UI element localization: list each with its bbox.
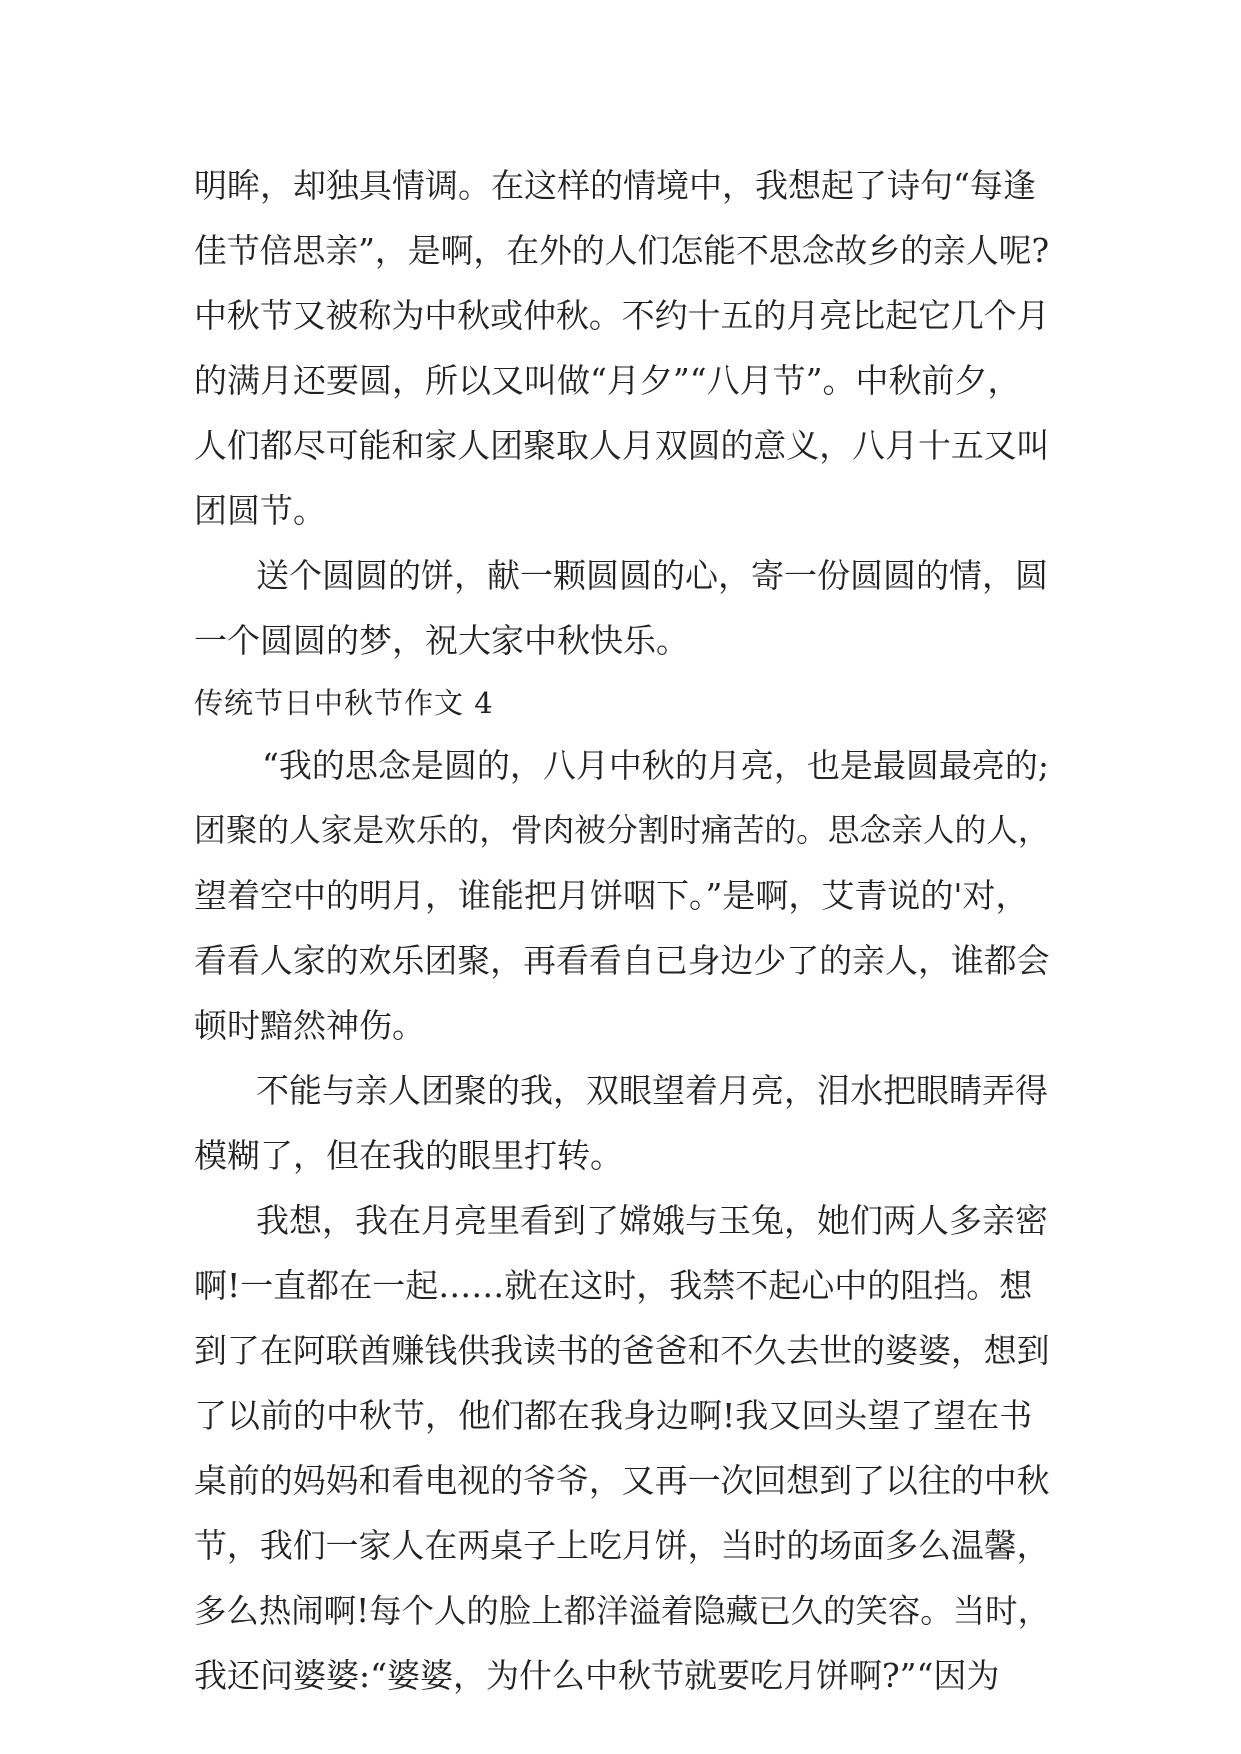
text-line: 一个圆圆的梦，祝大家中秋快乐。 <box>194 621 689 660</box>
section-heading: 传统节日中秋节作文 4 <box>194 686 494 720</box>
text-line: 中秋节又被称为中秋或仲秋。不约十五的月亮比起它几个月 <box>194 296 1050 335</box>
text-line: 节，我们一家人在两桌子上吃月饼，当时的场面多么温馨， <box>194 1526 1050 1565</box>
text-line: 看看人家的欢乐团聚，再看看自已身边少了的亲人，谁都会 <box>194 941 1050 980</box>
text-line: 我还问婆婆:“婆婆，为什么中秋节就要吃月饼啊?”“因为 <box>194 1656 1000 1695</box>
paragraph-first-line: 送个圆圆的饼，献一颗圆圆的心，寄一份圆圆的情，圆 <box>256 556 1048 595</box>
text-line: 的满月还要圆，所以又叫做“月夕”“八月节”。中秋前夕， <box>194 361 1021 400</box>
text-line: 桌前的妈妈和看电视的爷爷，又再一次回想到了以往的中秋 <box>194 1461 1050 1500</box>
paragraph-first-line: 不能与亲人团聚的我，双眼望着月亮，泪水把眼睛弄得 <box>256 1071 1048 1110</box>
text-line: 多么热闹啊!每个人的脸上都洋溢着隐藏已久的笑容。当时， <box>194 1592 1050 1630</box>
text-line: 明眸，却独具情调。在这样的情境中，我想起了诗句“每逢 <box>194 166 1036 205</box>
text-line: 模糊了，但在我的眼里打转。 <box>194 1136 623 1175</box>
paragraph-first-line: “我的思念是圆的，八月中秋的月亮，也是最圆最亮的; <box>262 746 1049 785</box>
text-line: 啊!一直都在一起……就在这时，我禁不起心中的阻挡。想 <box>194 1266 1033 1305</box>
text-line: 了以前的中秋节，他们都在我身边啊!我又回头望了望在书 <box>194 1396 1033 1435</box>
paragraph-first-line: 我想，我在月亮里看到了嫦娥与玉兔，她们两人多亲密 <box>256 1201 1048 1240</box>
text-line: 望着空中的明月，谁能把月饼咽下。”是啊，艾青说的'对， <box>194 876 1029 915</box>
text-line: 顿时黯然神伤。 <box>194 1006 425 1045</box>
text-line: 团圆节。 <box>194 491 326 530</box>
text-line: 人们都尽可能和家人团聚取人月双圆的意义，八月十五又叫 <box>194 426 1050 465</box>
text-line: 团聚的人家是欢乐的，骨肉被分割时痛苦的。思念亲人的人， <box>194 813 1050 849</box>
text-line: 佳节倍思亲”，是啊，在外的人们怎能不思念故乡的亲人呢? <box>194 232 1050 270</box>
text-line: 到了在阿联酋赚钱供我读书的爸爸和不久去世的婆婆，想到 <box>194 1331 1050 1370</box>
